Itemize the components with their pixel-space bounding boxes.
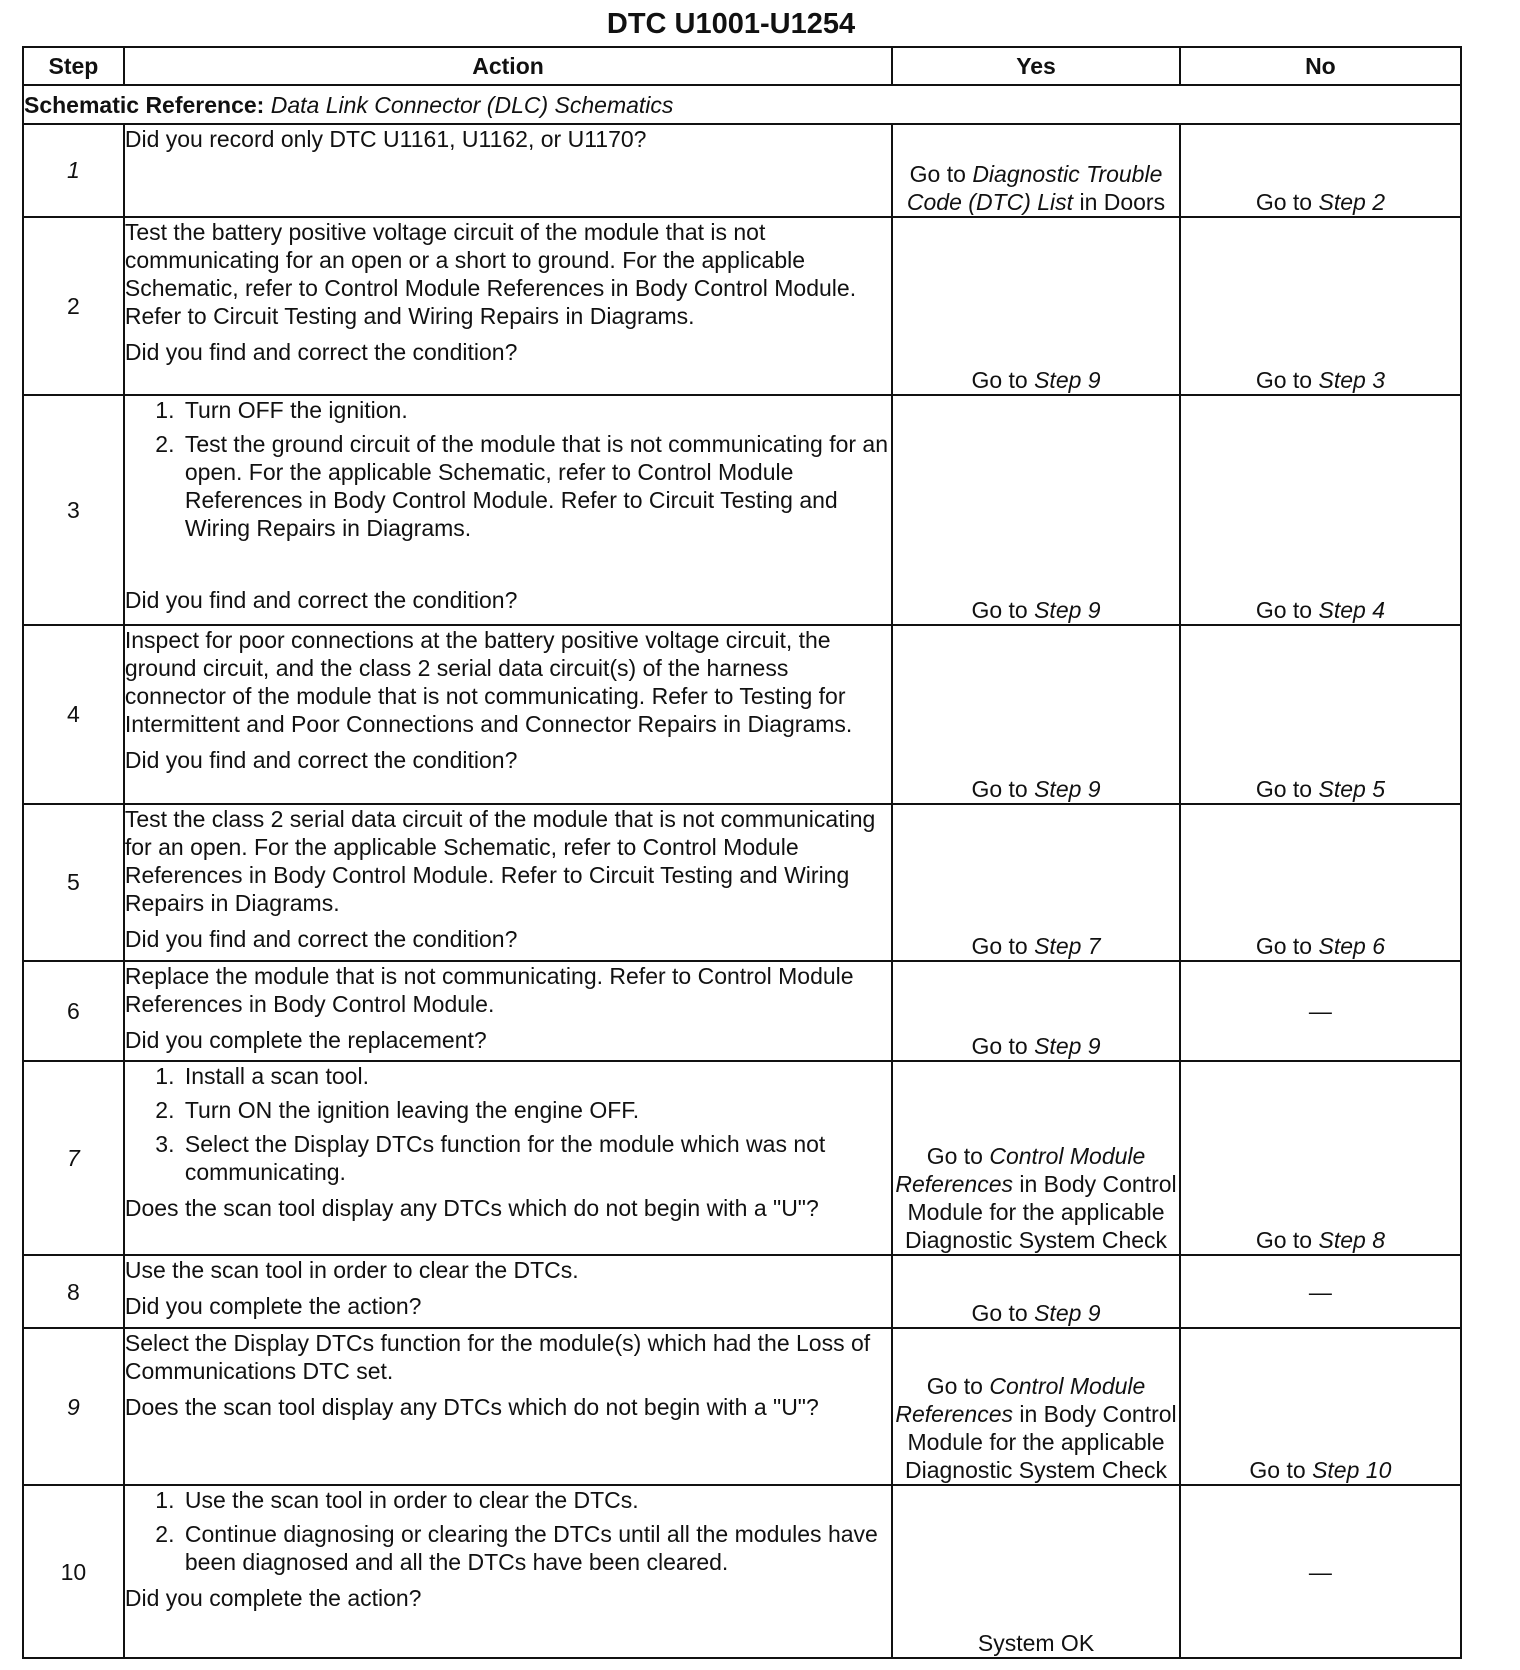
no-link[interactable]: Step 8 [1318,1226,1385,1253]
yes-link[interactable]: Step 7 [1034,932,1101,959]
action-cell [124,1328,892,1485]
no-link[interactable]: Step 4 [1318,596,1385,623]
yes-link[interactable]: Step 9 [1034,366,1101,393]
step-number: 5 [23,804,124,961]
list-item: 1. Turn OFF the ignition. [181,396,891,424]
table-row [23,217,1461,395]
yes-link[interactable]: Step 9 [1034,596,1101,623]
yes-cell: Go to Step 9 [892,217,1180,395]
header-step: Step [23,47,124,85]
page-title: DTC U1001-U1254 [606,8,856,40]
action-question: Did you complete the action? [124,1292,422,1319]
table-row [23,1061,1461,1255]
action-list [125,396,891,542]
table-row [23,1255,1461,1328]
table-row [23,625,1461,804]
yes-cell: Go to Step 9 [892,961,1180,1061]
yes-cell: Go to Step 9 [892,1255,1180,1328]
action-question: Did you find and correct the condition? [124,586,518,613]
step-number: 4 [23,625,124,804]
no-cell: Go to Step 2 [1180,124,1461,216]
step-number: 8 [23,1255,124,1328]
action-cell [124,961,892,1061]
yes-link[interactable]: Step 9 [1034,1033,1101,1060]
no-cell: Go to Step 8 [1180,1061,1461,1255]
schematic-row [23,85,1461,125]
no-cell: Go to Step 10 [1180,1328,1461,1485]
action-cell [124,124,892,216]
action-text: Select the Display DTCs function for the module(s) which had the Loss of Communications DTC set. [124,1330,871,1385]
action-cell [124,1061,892,1255]
no-link[interactable]: Step 6 [1318,932,1385,959]
no-cell: Go to Step 6 [1180,804,1461,961]
header-no: No [1180,47,1461,85]
yes-cell: Go to Diagnostic Trouble Code (DTC) List in Doors [892,124,1180,216]
table-row [23,395,1461,625]
step-number: 9 [23,1328,124,1485]
yes-cell: Go to Step 9 [892,395,1180,625]
no-cell: — [1180,961,1461,1061]
table-row [23,804,1461,961]
list-item: 1. Use the scan tool in order to clear the DTCs. [181,1486,891,1514]
schematic-reference [23,85,1461,125]
action-cell [124,217,892,395]
action-question: Does the scan tool display any DTCs which do not begin with a "U"? [124,1394,819,1421]
no-link[interactable]: Step 2 [1318,188,1385,215]
action-list [125,1486,891,1576]
no-cell: Go to Step 4 [1180,395,1461,625]
header-yes: Yes [892,47,1180,85]
no-cell: Go to Step 5 [1180,625,1461,804]
step-number: 10 [23,1485,124,1658]
action-text: Did you record only DTC U1161, U1162, or U1170? [124,126,647,153]
action-question: Did you find and correct the condition? [124,925,518,952]
step-number: 1 [23,124,124,216]
yes-cell: Go to Control Module References in Body Control Module for the applicable Diagnostic System Check [892,1328,1180,1485]
step-number: 7 [23,1061,124,1255]
action-cell [124,1485,892,1658]
yes-link[interactable]: Step 9 [1034,1300,1101,1327]
table-row [23,1328,1461,1485]
action-question: Does the scan tool display any DTCs which do not begin with a "U"? [124,1195,819,1222]
action-question: Did you find and correct the condition? [124,746,518,773]
action-text: Test the battery positive voltage circuit of the module that is not communicating for an open or a short to ground. For the applicable Schematic, refer to Control Module References in Body Control Module. Refer to Circuit Testing and Wiring Repairs in Diagrams. [124,218,857,329]
action-text: Replace the module that is not communicating. Refer to Control Module References in Body Control Module. [124,962,854,1017]
yes-cell: Go to Step 9 [892,625,1180,804]
action-question: Did you complete the action? [124,1585,422,1612]
yes-link[interactable]: Diagnostic Trouble Code (DTC) List [906,160,1163,215]
no-link[interactable]: Step 5 [1318,775,1385,802]
list-item: 2. Test the ground circuit of the module that is not communicating for an open. For the applicable Schematic, refer to Control Module References in Body Control Module. Refer to Circuit Testing and Wiring Repairs in Diagrams. [181,430,891,542]
step-number: 6 [23,961,124,1061]
action-cell [124,1255,892,1328]
header-row [23,47,1461,85]
yes-link[interactable]: Control Module References [895,1142,1146,1197]
no-cell: Go to Step 3 [1180,217,1461,395]
action-cell [124,804,892,961]
action-cell [124,395,892,625]
table-row [23,961,1461,1061]
list-item: 1. Install a scan tool. [181,1062,891,1090]
action-text: Use the scan tool in order to clear the DTCs. [124,1256,579,1283]
action-list [125,1062,891,1186]
list-item: 3. Select the Display DTCs function for the module which was not communicating. [181,1130,891,1186]
yes-link[interactable]: Control Module References [895,1373,1146,1428]
step-number: 2 [23,217,124,395]
no-cell: — [1180,1255,1461,1328]
action-question: Did you complete the replacement? [124,1026,487,1053]
no-cell: — [1180,1485,1461,1658]
yes-cell: Go to Control Module References in Body Control Module for the applicable Diagnostic System Check [892,1061,1180,1255]
action-text: Inspect for poor connections at the battery positive voltage circuit, the ground circuit, and the class 2 serial data circuit(s) of the harness connector of the module that is not communicating. Refer to Testing for Intermittent and Poor Connections and Connector Repairs in Diagrams. [124,626,853,737]
schematic-label: Schematic Reference: [24,91,265,118]
action-text: Test the class 2 serial data circuit of the module that is not communicating for an open. For the applicable Schematic, refer to Control Module References in Body Control Module. Refer to Circuit Testing and Wiring Repairs in Diagrams. [124,805,876,916]
table-row [23,124,1461,216]
schematic-link[interactable]: Data Link Connector (DLC) Schematics [270,91,674,118]
yes-link[interactable]: Step 9 [1034,775,1101,802]
list-item: 2. Continue diagnosing or clearing the DTCs until all the modules have been diagnosed and all the DTCs have been cleared. [181,1520,891,1576]
dtc-table [22,46,1462,1659]
yes-cell: System OK [892,1485,1180,1658]
list-item: 2. Turn ON the ignition leaving the engine OFF. [181,1096,891,1124]
action-cell [124,625,892,804]
yes-cell: Go to Step 7 [892,804,1180,961]
table-row [23,1485,1461,1658]
action-question: Did you find and correct the condition? [124,338,518,365]
step-number: 3 [23,395,124,625]
no-link[interactable]: Step 3 [1318,366,1385,393]
no-link[interactable]: Step 10 [1312,1457,1392,1484]
header-action: Action [124,47,892,85]
